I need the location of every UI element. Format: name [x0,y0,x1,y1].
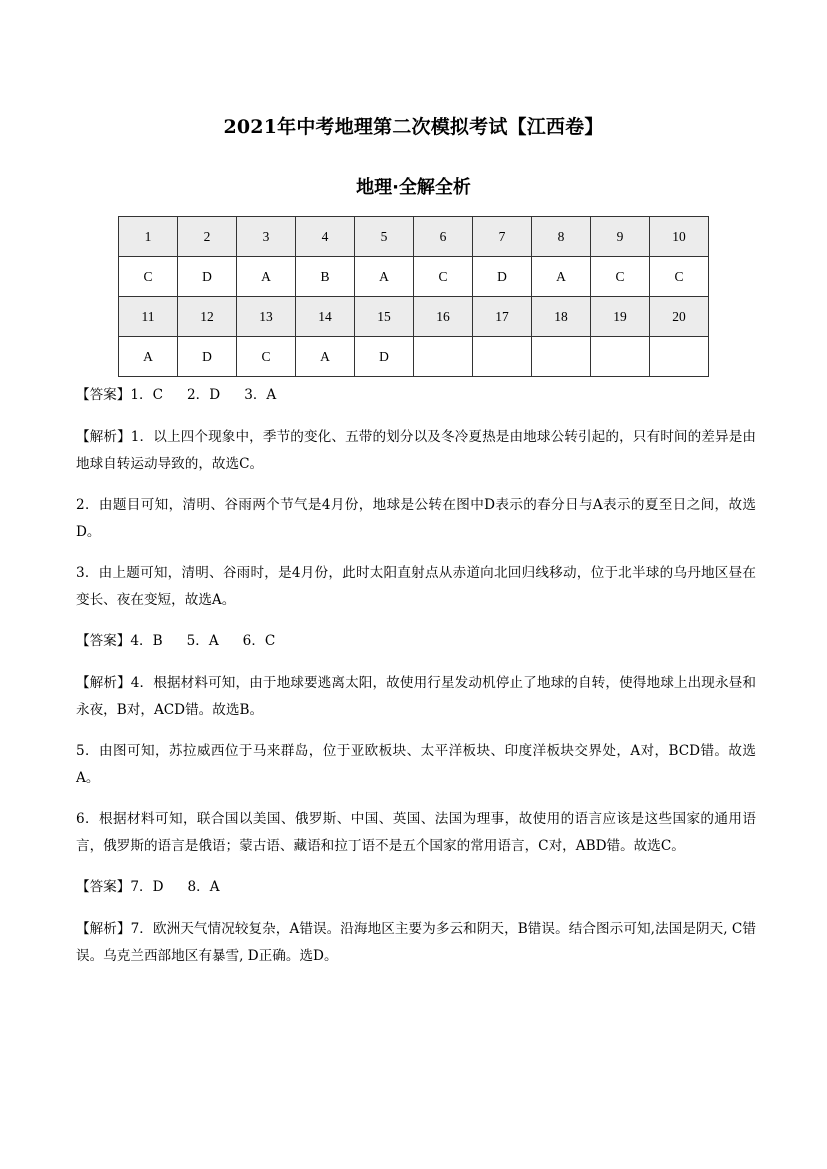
page-subtitle: 地理·全解全析 [356,177,471,198]
answer-line [76,628,756,655]
answer-cell [591,337,650,377]
answer-cell: D [355,337,414,377]
answer-cell: C [119,257,178,297]
answer-cell: A [355,257,414,297]
answer-cell [650,337,709,377]
answer-cell [473,337,532,377]
question-number-cell: 15 [355,297,414,337]
answer-item: 2．D [187,387,221,403]
question-number-cell: 17 [473,297,532,337]
answer-cell: D [178,257,237,297]
question-number-cell: 9 [591,217,650,257]
answer-cell: A [296,337,355,377]
answer-cell [532,337,591,377]
page-title: 2021年中考地理第二次模拟考试【江西卷】 [223,116,604,138]
question-number-cell: 16 [414,297,473,337]
question-number-cell: 12 [178,297,237,337]
answer-cell: A [532,257,591,297]
answer-cell: D [473,257,532,297]
explanation-paragraph: 【解析】4．根据材料可知，由于地球要逃离太阳，故使用行星发动机停止了地球的自转，使得地球上出现永昼和永夜，B对，ACD错。故选B。 [76,675,756,718]
answer-cell: D [178,337,237,377]
answer-table-row [119,337,709,377]
answer-item: 8．A [187,879,220,895]
question-number-cell: 6 [414,217,473,257]
question-number-cell: 1 [119,217,178,257]
answer-table-row [119,297,709,337]
question-number-cell: 20 [650,297,709,337]
answer-table-row [119,217,709,257]
answer-cell: B [296,257,355,297]
explanation-paragraph: 6．根据材料可知，联合国以美国、俄罗斯、中国、英国、法国为理事，故使用的语言应该是这些国家的通用语言，俄罗斯的语言是俄语；蒙古语、藏语和拉丁语不是五个国家的常用语言，C对，ABD错。故选C。 [76,811,756,854]
explanation-paragraph: 5．由图可知，苏拉威西位于马来群岛，位于亚欧板块、太平洋板块、印度洋板块交界处，A对，BCD错。故选A。 [76,743,756,786]
explanation-paragraph: 3．由上题可知，清明、谷雨时，是4月份，此时太阳直射点从赤道向北回归线移动，位于北半球的乌丹地区昼在变长、夜在变短，故选A。 [76,565,756,608]
answer-label: 【答案】 [76,879,131,895]
answer-table [118,216,709,377]
answer-item: 3．A [244,387,277,403]
question-number-cell: 8 [532,217,591,257]
question-number-cell: 11 [119,297,178,337]
answer-table-row [119,257,709,297]
answer-item: 1．C [130,387,164,403]
answer-cell: A [237,257,296,297]
answer-label: 【答案】 [76,633,131,649]
answer-line [76,874,756,901]
answer-cell: C [237,337,296,377]
question-number-cell: 4 [296,217,355,257]
question-number-cell: 3 [237,217,296,257]
answer-line [76,382,756,409]
answer-cell: C [591,257,650,297]
question-number-cell: 5 [355,217,414,257]
answer-cell [414,337,473,377]
answer-item: 4．B [130,633,163,649]
question-number-cell: 13 [237,297,296,337]
answer-item: 6．C [242,633,276,649]
question-number-cell: 10 [650,217,709,257]
question-number-cell: 14 [296,297,355,337]
question-number-cell: 2 [178,217,237,257]
answer-item: 7．D [130,879,164,895]
answer-cell: A [119,337,178,377]
question-number-cell: 19 [591,297,650,337]
answer-cell: C [414,257,473,297]
explanation-paragraph: 【解析】1．以上四个现象中，季节的变化、五带的划分以及冬冷夏热是由地球公转引起的，只有时间的差异是由地球自转运动导致的，故选C。 [76,429,756,472]
explanation-content [76,382,756,984]
answer-label: 【答案】 [76,387,131,403]
question-number-cell: 18 [532,297,591,337]
explanation-paragraph: 2．由题目可知，清明、谷雨两个节气是4月份，地球是公转在图中D表示的春分日与A表示的夏至日之间，故选D。 [76,497,756,540]
question-number-cell: 7 [473,217,532,257]
answer-cell: C [650,257,709,297]
explanation-paragraph: 【解析】7．欧洲天气情况较复杂，A错误。沿海地区主要为多云和阴天，B错误。结合图示可知,法国是阴天, C错误。乌克兰西部地区有暴雪, D正确。选D。 [76,921,756,964]
answer-item: 5．A [186,633,219,649]
